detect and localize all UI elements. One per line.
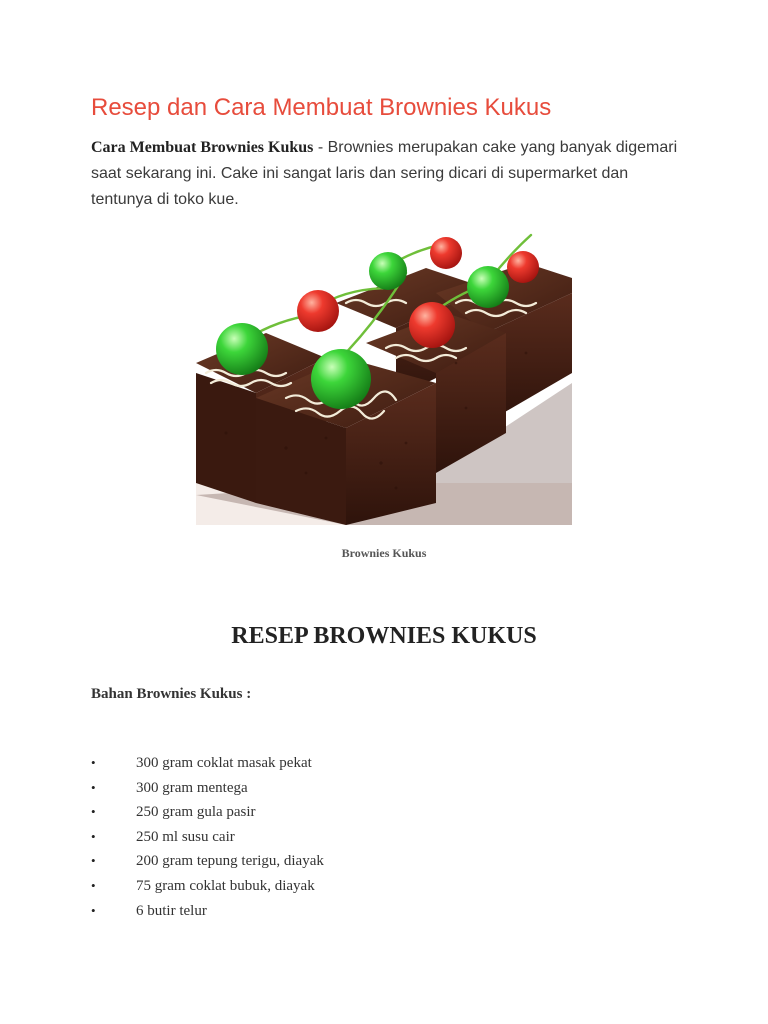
- ingredient-text: 250 ml susu cair: [136, 828, 235, 845]
- brownies-illustration: [196, 233, 572, 525]
- article-title: Resep dan Cara Membuat Brownies Kukus: [91, 94, 552, 121]
- green-cherry-right: [467, 266, 509, 308]
- bullet-icon: •: [91, 828, 96, 844]
- ingredients-heading: Bahan Brownies Kukus :: [91, 686, 252, 702]
- red-cherry-center: [409, 302, 455, 348]
- bullet-icon: •: [91, 877, 96, 893]
- brownies-photo: [196, 233, 572, 525]
- ingredient-text: 200 gram tepung terigu, diayak: [136, 853, 324, 870]
- bullet-icon: •: [91, 902, 96, 918]
- bullet-icon: •: [91, 755, 96, 770]
- bullet-icon: •: [91, 804, 96, 820]
- bullet-icon: •: [91, 853, 96, 869]
- ingredient-text: 250 gram gula pasir: [136, 804, 256, 821]
- intro-paragraph: [91, 135, 691, 213]
- image-caption: Brownies Kukus: [341, 546, 427, 560]
- ingredient-text: 300 gram mentega: [136, 779, 248, 796]
- green-cherry-back: [369, 252, 407, 290]
- red-cherry-left: [297, 290, 339, 332]
- section-heading: RESEP BROWNIES KUKUS: [231, 623, 537, 649]
- green-cherry-left: [216, 323, 268, 375]
- green-cherry-front: [311, 349, 371, 409]
- red-cherry-right: [507, 251, 539, 283]
- intro-body: - Brownies merupakan cake yang banyak digemari saat sekarang ini. Cake ini sangat laris dan sering dicari di supermarket dan tentunya di toko kue.: [91, 139, 678, 208]
- ingredient-text: 75 gram coklat bubuk, diayak: [136, 877, 315, 894]
- intro-lead: Cara Membuat Brownies Kukus: [91, 139, 314, 156]
- red-cherry-back: [430, 237, 462, 269]
- ingredient-text: 6 butir telur: [136, 902, 207, 919]
- bullet-icon: •: [91, 779, 96, 795]
- ingredient-text: 300 gram coklat masak pekat: [136, 755, 312, 771]
